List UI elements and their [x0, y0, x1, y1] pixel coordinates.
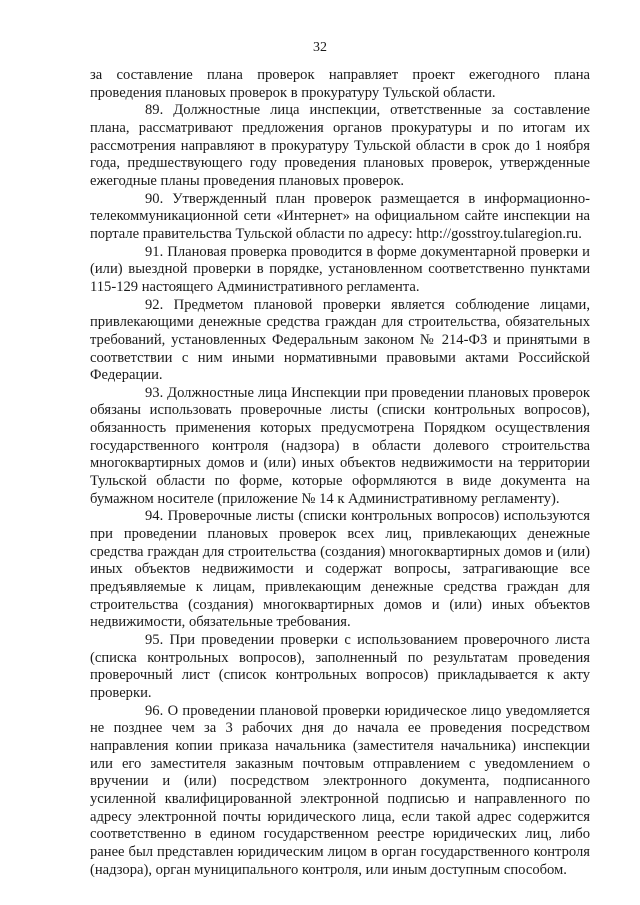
- paragraph-92: 92. Предметом плановой проверки является соблюдение лицами, привлекающими денежные средства граждан для строительства, обязательных требований, установленных Федеральным законом № 214-ФЗ и принятыми в соответствии с ним иными нормативными правовыми актами Российской Федерации.: [90, 296, 590, 384]
- paragraph-94: 94. Проверочные листы (списки контрольных вопросов) используются при проведении плановых проверок всех лиц, привлекающих денежные средства граждан для строительства (создания) многоквартирных домов и (или) иных объектов недвижимости и содержат вопросы, затрагивающие все предъявляемые к лицам, привлекающим денежные средства граждан для строительства (создания) многоквартирных домов и (или) иных объектов недвижимости, обязательные требования.: [90, 508, 590, 631]
- document-body: [90, 67, 590, 879]
- paragraph-91: 91. Плановая проверка проводится в форме документарной проверки и (или) выездной проверки в порядке, установленном соответственно пунктами 115-129 настоящего Административного регламента.: [90, 243, 590, 295]
- paragraph-continuation: за составление плана проверок направляет проект ежегодного плана проведения плановых проверок в прокуратуру Тульской области.: [90, 67, 590, 101]
- paragraph-96: 96. О проведении плановой проверки юридическое лицо уведомляется не позднее чем за 3 рабочих дня до начала ее проведения посредством направления копии приказа начальника (заместителя начальника) инспекции или его заместителя заказным почтовым отправлением с уведомлением о вручении и (или) посредством электронного документа, подписанного усиленной квалифицированной электронной подписью и направленного по адресу электронной почты юридического лица, если такой адрес содержится соответственно в едином государственном реестре юридических лиц, либо ранее был представлен юридическим лицом в орган государственного контроля (надзора), орган муниципального контроля, или иным доступным способом.: [90, 702, 590, 878]
- paragraph-89: 89. Должностные лица инспекции, ответственные за составление плана, рассматривают предложения органов прокуратуры и по итогам их рассмотрения направляют в прокуратуру Тульской области в срок до 1 ноября года, предшествующего году проведения плановых проверок, утвержденные ежегодные планы проведения плановых проверок.: [90, 102, 590, 189]
- paragraph-93: 93. Должностные лица Инспекции при проведении плановых проверок обязаны использовать проверочные листы (списки контрольных вопросов), обязанность применения которых предусмотрена Порядком осуществления государственного контроля (надзора) в области долевого строительства многоквартирных домов и (или) иных объектов недвижимости на территории Тульской области по форме, которые оформляются в виде документа на бумажном носителе (приложение № 14 к Административному регламенту).: [90, 384, 590, 507]
- paragraph-95: 95. При проведении проверки с использованием проверочного листа (списка контрольных вопросов), заполненный по результатам проведения проверочный лист (список контрольных вопросов) прикладывается к акту проверки.: [90, 632, 590, 701]
- paragraph-90: 90. Утвержденный план проверок размещается в информационно-телекоммуникационной сети «Интернет» на официальном сайте инспекции на портале правительства Тульской области по адресу: http://gosstroy.tularegion.ru.: [90, 190, 590, 242]
- page-number: 32: [313, 40, 327, 55]
